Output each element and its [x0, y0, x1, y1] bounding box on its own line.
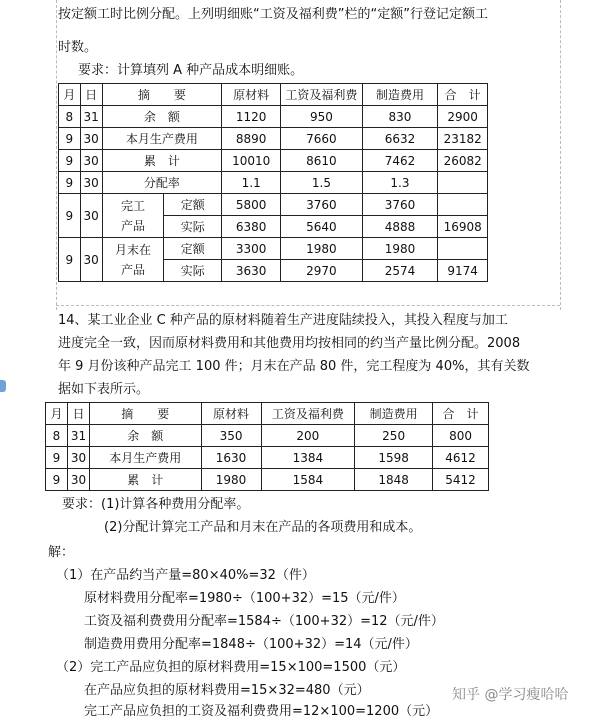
cell-overhead: 3760 — [362, 194, 438, 216]
cell-total — [438, 194, 488, 216]
side-tab-icon — [0, 380, 6, 392]
requirement-14-2: (2)分配计算完工产品和月末在产品的各项费用和成本。 — [104, 520, 422, 535]
cell-group-label-wip — [102, 238, 164, 282]
group-label-line-1: 完工 — [120, 198, 145, 213]
cell-month: 8 — [59, 106, 81, 128]
cell-day: 30 — [67, 447, 89, 469]
zhihu-watermark: 知乎 @学习瘦哈哈 — [452, 687, 569, 703]
table-row — [59, 106, 488, 128]
header-day: 日 — [67, 403, 89, 425]
cell-day: 31 — [67, 425, 89, 447]
header-total: 合 计 — [433, 403, 489, 425]
problem14-line-2: 进度完全一致，因而原材料费用和其他费用均按相同的约当产量比例分配。2008 — [58, 336, 521, 351]
problem14-line-1: 14、某工业企业 C 种产品的原材料随着生产进度陆续投入，其投入程度与加工 — [58, 313, 508, 328]
cell-material: 3630 — [222, 260, 281, 282]
solution-line-3: 工资及福利费费用分配率=1584÷（100+32）=12（元/件） — [84, 614, 444, 629]
header-overhead: 制造费用 — [362, 84, 438, 106]
cell-overhead: 1980 — [362, 238, 438, 260]
header-month: 月 — [59, 84, 81, 106]
cell-total — [438, 172, 488, 194]
table-row — [59, 172, 488, 194]
cost-data-table-c — [45, 402, 489, 491]
cell-total: 26082 — [438, 150, 488, 172]
cell-wages: 1584 — [261, 469, 355, 491]
solution-line-1: （1）在产品约当产量=80×40%=32（件） — [56, 568, 315, 583]
cell-overhead: 2574 — [362, 260, 438, 282]
solution-heading: 解： — [48, 545, 75, 560]
cell-material: 350 — [201, 425, 261, 447]
table-row — [59, 238, 488, 260]
cell-sub-label: 定额 — [164, 238, 222, 260]
cell-wages: 1384 — [261, 447, 355, 469]
requirement-14-1: 要求：(1)计算各种费用分配率。 — [62, 497, 250, 512]
intro-line-1: 按定额工时比例分配。上列明细账“工资及福利费”栏的“定额”行登记定额工 — [58, 7, 488, 22]
cell-day: 30 — [80, 128, 102, 150]
cell-day: 31 — [80, 106, 102, 128]
cell-summary: 余 额 — [102, 106, 222, 128]
cell-total: 9174 — [438, 260, 488, 282]
cell-overhead: 1.3 — [362, 172, 438, 194]
cell-total: 16908 — [438, 216, 488, 238]
header-summary: 摘 要 — [89, 403, 201, 425]
cell-overhead: 830 — [362, 106, 438, 128]
cell-material: 6380 — [222, 216, 281, 238]
header-total: 合 计 — [438, 84, 488, 106]
header-day: 日 — [80, 84, 102, 106]
cell-overhead: 6632 — [362, 128, 438, 150]
group-label-line-2: 产品 — [120, 218, 145, 233]
cell-overhead: 1598 — [355, 447, 433, 469]
cell-material: 8890 — [222, 128, 281, 150]
cell-month: 9 — [46, 469, 68, 491]
cell-wages: 8610 — [281, 150, 362, 172]
cell-wages: 5640 — [281, 216, 362, 238]
header-overhead: 制造费用 — [355, 403, 433, 425]
cell-total: 5412 — [433, 469, 489, 491]
cell-total: 2900 — [438, 106, 488, 128]
cell-month: 9 — [46, 447, 68, 469]
cost-ledger-table-a — [58, 83, 488, 282]
cell-wages: 200 — [261, 425, 355, 447]
cell-month: 9 — [59, 194, 81, 238]
cell-month: 9 — [59, 128, 81, 150]
problem14-line-3: 年 9 月份该种产品完工 100 件；月末在产品 80 件，完工程度为 40%，其有关数 — [58, 359, 530, 374]
requirement-a: 要求：计算填列 A 种产品成本明细账。 — [78, 63, 304, 78]
cell-day: 30 — [67, 469, 89, 491]
solution-line-5: （2）完工产品应负担的原材料费用=15×100=1500（元） — [56, 660, 406, 675]
cell-material: 1.1 — [222, 172, 281, 194]
problem14-line-4: 据如下表所示。 — [58, 382, 150, 397]
cell-material: 1630 — [201, 447, 261, 469]
margin-guide-left — [56, 0, 57, 310]
cell-summary: 本月生产费用 — [89, 447, 201, 469]
cell-group-label-finished — [102, 194, 164, 238]
solution-line-2: 原材料费用分配率=1980÷（100+32）=15（元/件） — [84, 591, 405, 606]
cell-overhead: 250 — [355, 425, 433, 447]
table-row — [59, 150, 488, 172]
table-row — [59, 128, 488, 150]
header-summary: 摘 要 — [102, 84, 222, 106]
table-row — [46, 425, 489, 447]
header-material: 原材料 — [201, 403, 261, 425]
cell-day: 30 — [80, 238, 102, 282]
cell-total: 23182 — [438, 128, 488, 150]
cell-wages: 1980 — [281, 238, 362, 260]
cell-month: 8 — [46, 425, 68, 447]
cell-day: 30 — [80, 150, 102, 172]
cell-material: 1980 — [201, 469, 261, 491]
cell-month: 9 — [59, 238, 81, 282]
cell-overhead: 7462 — [362, 150, 438, 172]
cell-day: 30 — [80, 194, 102, 238]
group-label-line-2: 产品 — [120, 262, 145, 277]
margin-guide-right — [560, 0, 561, 310]
cell-month: 9 — [59, 150, 81, 172]
cell-summary: 累 计 — [102, 150, 222, 172]
header-wages: 工资及福利费 — [281, 84, 362, 106]
cell-wages: 3760 — [281, 194, 362, 216]
table-row — [46, 447, 489, 469]
cell-summary: 余 额 — [89, 425, 201, 447]
cell-wages: 7660 — [281, 128, 362, 150]
cell-total: 800 — [433, 425, 489, 447]
header-material: 原材料 — [222, 84, 281, 106]
cell-material: 3300 — [222, 238, 281, 260]
table-header-row — [59, 84, 488, 106]
cell-wages: 2970 — [281, 260, 362, 282]
group-label-line-1: 月末在 — [114, 242, 151, 257]
cell-wages: 1.5 — [281, 172, 362, 194]
cell-summary: 本月生产费用 — [102, 128, 222, 150]
cell-material: 5800 — [222, 194, 281, 216]
cell-sub-label: 实际 — [164, 216, 222, 238]
table-row — [46, 469, 489, 491]
margin-guide-bottom — [56, 305, 560, 306]
cell-wages: 950 — [281, 106, 362, 128]
cell-total: 4612 — [433, 447, 489, 469]
solution-line-6: 在产品应负担的原材料费用=15×32=480（元） — [84, 683, 370, 698]
header-month: 月 — [46, 403, 68, 425]
cell-overhead: 1848 — [355, 469, 433, 491]
solution-line-4: 制造费用费用分配率=1848÷（100+32）=14（元/件） — [84, 637, 418, 652]
cell-material: 1120 — [222, 106, 281, 128]
cell-summary: 累 计 — [89, 469, 201, 491]
table-row — [59, 194, 488, 216]
table-header-row — [46, 403, 489, 425]
cell-total — [438, 238, 488, 260]
cell-material: 10010 — [222, 150, 281, 172]
cell-summary: 分配率 — [102, 172, 222, 194]
solution-line-7: 完工产品应负担的工资及福利费费用=12×100=1200（元） — [84, 704, 439, 719]
cell-month: 9 — [59, 172, 81, 194]
header-wages: 工资及福利费 — [261, 403, 355, 425]
cell-day: 30 — [80, 172, 102, 194]
cell-sub-label: 定额 — [164, 194, 222, 216]
cell-sub-label: 实际 — [164, 260, 222, 282]
cell-overhead: 4888 — [362, 216, 438, 238]
intro-line-2: 时数。 — [58, 40, 98, 55]
